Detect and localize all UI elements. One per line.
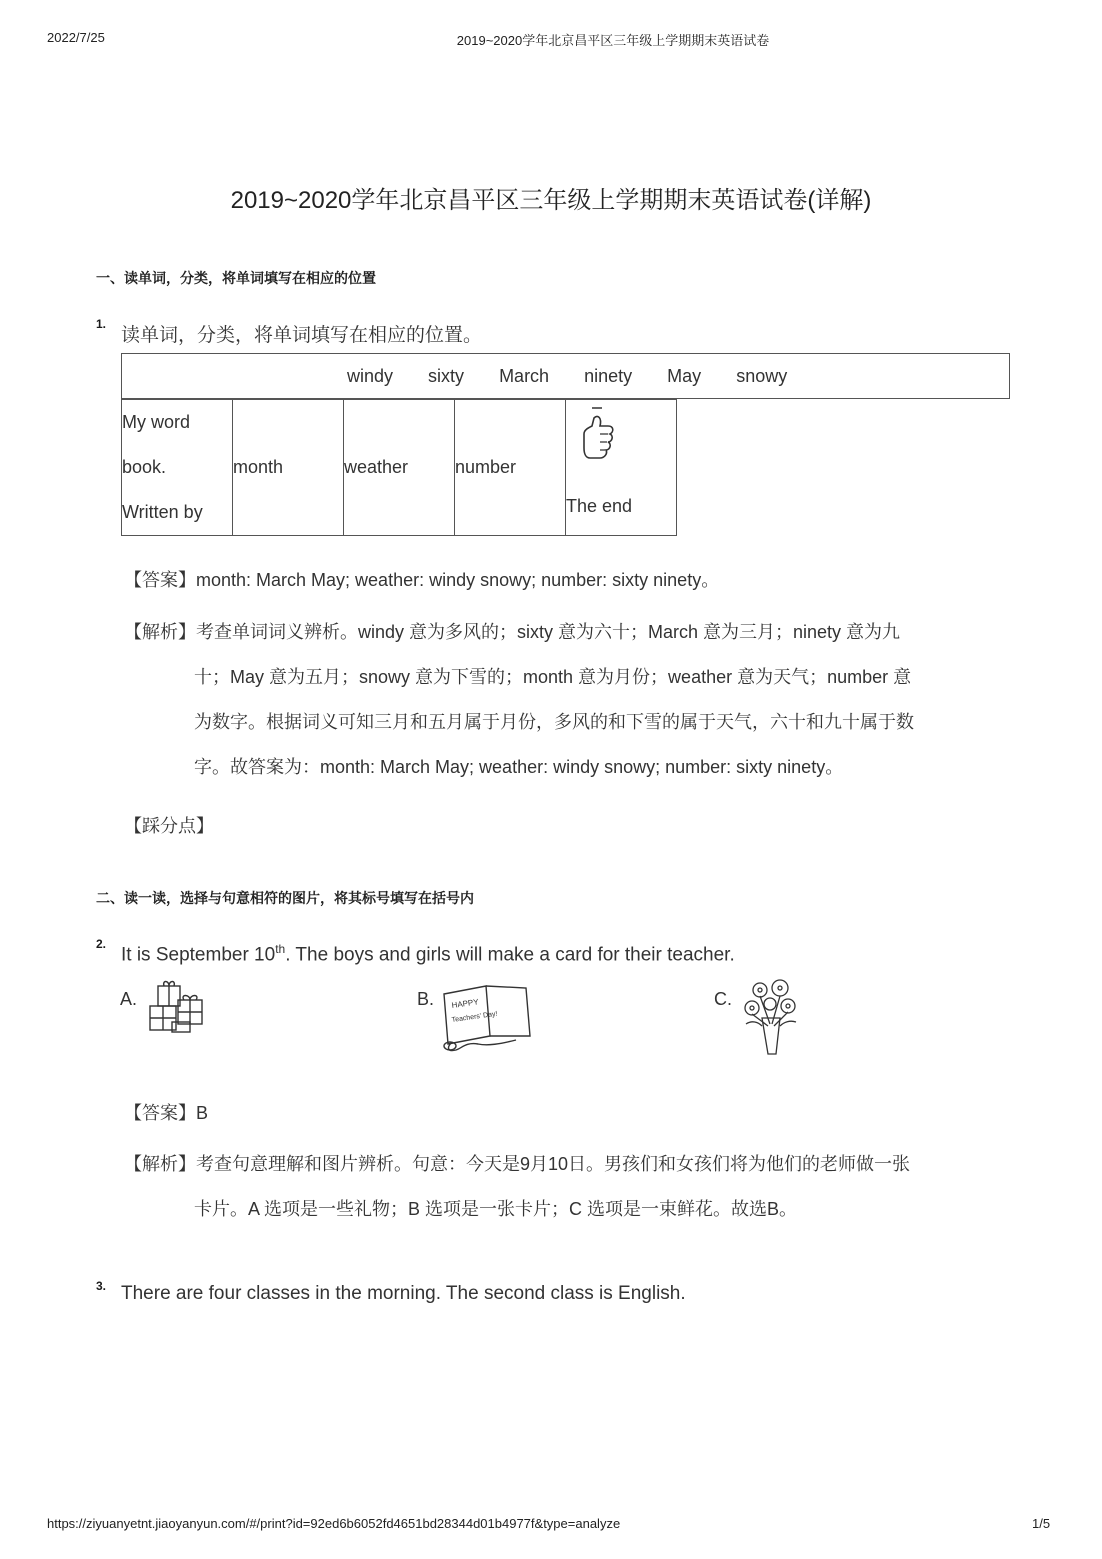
word-item: snowy <box>736 366 788 386</box>
category-label: number <box>455 457 517 477</box>
card-text-line: Teachers' Day! <box>451 1010 498 1024</box>
analysis-2 <box>124 1142 1004 1232</box>
thumbs-up-icon <box>574 404 620 466</box>
book-cover-cell <box>122 400 233 536</box>
answer-1: 【答案】month: March May; weather: windy snowy; number: sixty ninety。 <box>124 570 720 590</box>
category-label: weather <box>344 457 409 477</box>
analysis-line: 【解析】考查句意理解和图片辨析。句意：今天是9月10日。男孩们和女孩们将为他们的老师做一张 <box>124 1154 911 1174</box>
word-book-table <box>121 399 677 536</box>
question-text-1: 读单词，分类，将单词填写在相应的位置。 <box>121 325 483 346</box>
gift-boxes-icon <box>144 980 208 1036</box>
question-number-3: 3. <box>96 1279 107 1293</box>
card-text-line: HAPPY <box>451 997 480 1010</box>
cover-line: Written by <box>122 502 203 522</box>
question-text-3: There are four classes in the morning. The second class is English. <box>121 1283 686 1304</box>
answer-2: 【答案】B <box>124 1103 209 1123</box>
category-cell-weather <box>344 400 455 536</box>
book-end-cell <box>566 400 677 536</box>
option-c-label: C. <box>714 989 732 1009</box>
analysis-1 <box>124 610 1004 790</box>
category-label: month <box>233 457 284 477</box>
question-text-sup: th <box>275 942 286 956</box>
analysis-line: 字。故答案为：month: March May; weather: windy snowy; number: sixty ninety。 <box>194 757 844 777</box>
analysis-line: 卡片。A 选项是一些礼物；B 选项是一张卡片；C 选项是一束鲜花。故选B。 <box>194 1199 798 1219</box>
end-label: The end <box>566 496 633 516</box>
section-heading-2: 二、读一读，选择与句意相符的图片，将其标号填写在括号内 <box>96 890 474 906</box>
score-points-1: 【踩分点】 <box>124 816 214 836</box>
question-text-part: . The boys and girls will make a card for their teacher. <box>285 944 735 966</box>
analysis-line: 为数字。根据词义可知三月和五月属于月份，多风的和下雪的属于天气，六十和九十属于数 <box>194 712 914 732</box>
cover-line: My word <box>122 412 191 432</box>
word-item: May <box>667 366 702 386</box>
greeting-card-icon <box>438 978 536 1056</box>
category-cell-month <box>233 400 344 536</box>
category-cell-number <box>455 400 566 536</box>
analysis-line: 【解析】考查单词词义辨析。windy 意为多风的；sixty 意为六十；March 意为三月；ninety 意为九 <box>124 622 901 642</box>
option-a-label: A. <box>120 989 138 1009</box>
word-item: windy <box>347 366 394 386</box>
word-bank <box>347 366 817 387</box>
footer-url: https://ziyuanyetnt.jiaoyanyun.com/#/print?id=92ed6b6052fd4651bd28344d01b4977f&type=analyze <box>47 1516 621 1531</box>
section-heading-1: 一、读单词，分类，将单词填写在相应的位置 <box>96 270 376 286</box>
cover-line: book. <box>122 457 167 477</box>
word-item: sixty <box>428 366 465 386</box>
page-number: 1/5 <box>1032 1516 1051 1531</box>
question-text-2 <box>121 942 735 966</box>
page-title: 2019~2020学年北京昌平区三年级上学期期末英语试卷(详解) <box>230 187 872 214</box>
word-item: ninety <box>584 366 633 386</box>
print-doc-title: 2019~2020学年北京昌平区三年级上学期期末英语试卷 <box>456 33 770 48</box>
question-number-1: 1. <box>96 317 107 331</box>
print-date: 2022/7/25 <box>47 30 105 45</box>
analysis-line: 十；May 意为五月；snowy 意为下雪的；month 意为月份；weather 意为天气；number 意 <box>194 667 912 687</box>
question-text-part: It is September 10 <box>121 944 276 966</box>
word-bank-box <box>121 353 1010 399</box>
flower-bouquet-icon <box>738 976 804 1058</box>
option-b-label: B. <box>417 989 435 1009</box>
question-number-2: 2. <box>96 937 107 951</box>
word-item: March <box>499 366 550 386</box>
